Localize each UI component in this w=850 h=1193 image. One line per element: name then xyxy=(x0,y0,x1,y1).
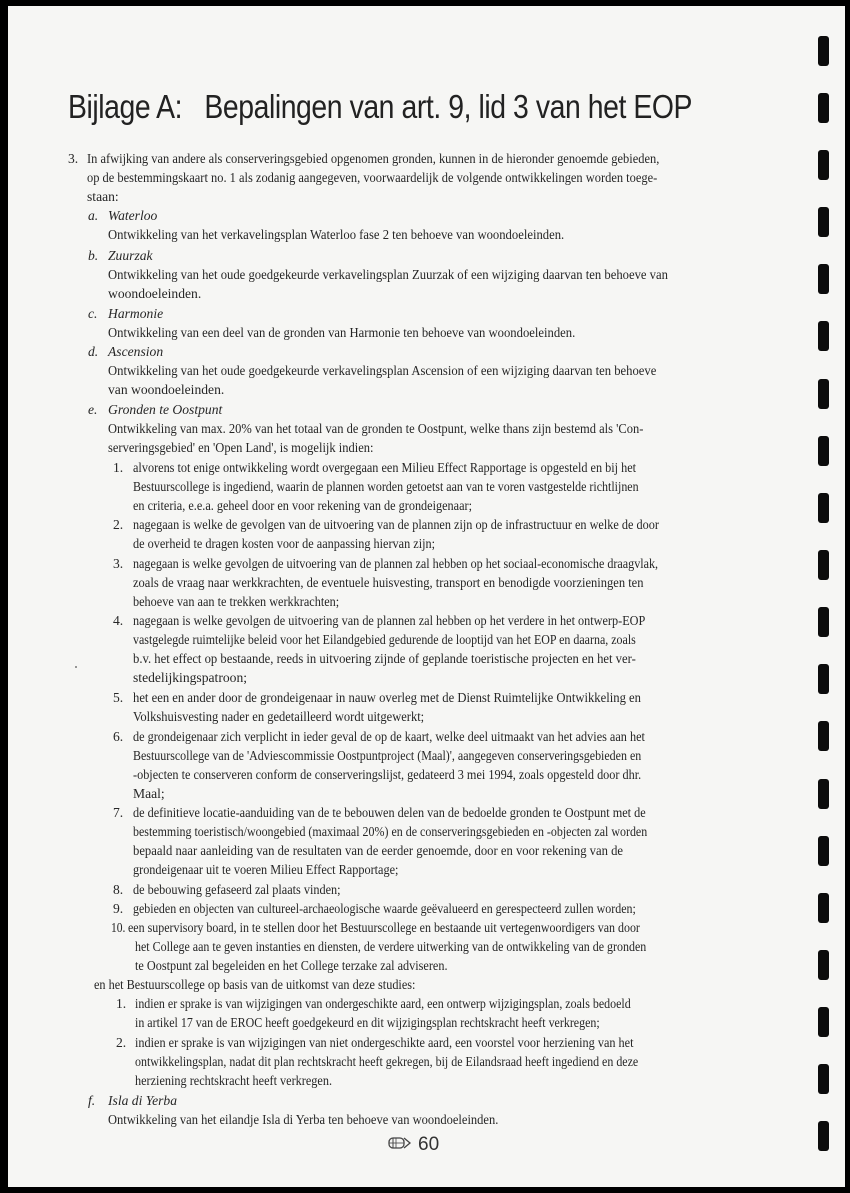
area-text: Ontwikkeling van het verkavelingsplan Waterloo fase 2 ten behoeve van woondoeleinden. xyxy=(108,227,565,242)
pencil-icon xyxy=(388,1134,412,1156)
binding-hole xyxy=(818,1007,829,1037)
followup-text: indien er sprake is van wijzigingen van niet ondergeschikte aard, een voorstel voor herziening van het xyxy=(135,1035,634,1050)
binding-hole xyxy=(818,779,829,809)
binding-hole xyxy=(818,950,829,980)
condition-text: het College aan te geven instanties en diensten, de verdere uitwerking van de ontwikkeling van de gronden xyxy=(135,939,647,954)
condition-text: nagegaan is welke gevolgen de uitvoering van de plannen zal hebben op het sociaal-economische draagvlak, xyxy=(133,556,659,571)
condition-number: 10. xyxy=(111,920,126,935)
condition-text: grondeigenaar uit te voeren Milieu Effect Rapportage; xyxy=(133,862,399,877)
condition-number: 6. xyxy=(113,729,124,744)
binding-hole xyxy=(818,150,829,180)
condition-number: 1. xyxy=(113,460,124,475)
area-letter: d. xyxy=(88,344,99,359)
condition-number: 3. xyxy=(113,556,124,571)
condition-text: en criteria, e.e.a. geheel door en voor rekening van de grondeigenaar; xyxy=(133,498,473,513)
binding-hole xyxy=(818,550,829,580)
followup-intro: en het Bestuurscollege op basis van de uitkomst van deze studies: xyxy=(94,977,416,992)
binding-hole xyxy=(818,93,829,123)
condition-text: bestemming toeristisch/woongebied (maximaal 20%) en de conserveringsgebieden en -objecten zal worden xyxy=(133,824,648,839)
condition-text: Volkshuisvesting nader en gedetailleerd wordt uitgewerkt; xyxy=(133,709,425,724)
condition-text: de overheid te dragen kosten voor de aanpassing hiervan zijn; xyxy=(133,536,436,551)
condition-text: nagegaan is welke de gevolgen van de uitvoering van de plannen zijn op de infrastructuur en welke de door xyxy=(133,517,659,532)
area-text: Ontwikkeling van het oude goedgekeurde verkavelingsplan Ascension of een wijziging daarvan ten behoeve xyxy=(108,363,657,378)
binding-hole xyxy=(818,379,829,409)
binding-hole xyxy=(818,493,829,523)
binding-hole xyxy=(818,607,829,637)
binding-hole xyxy=(818,664,829,694)
condition-number: 7. xyxy=(113,805,124,820)
followup-number: 1. xyxy=(116,996,127,1011)
condition-text: b.v. het effect op bestaande, reeds in uitvoering zijnde of geplande toeristische projecten en het ver- xyxy=(133,651,636,666)
area-text: van woondoeleinden. xyxy=(108,382,225,397)
binding-hole xyxy=(818,1121,829,1151)
intro-line: op de bestemmingskaart no. 1 als zodanig aangegeven, voorwaardelijk de volgende ontwikkelingen worden toege- xyxy=(87,170,658,185)
binding-hole xyxy=(818,264,829,294)
area-text: Ontwikkeling van het oude goedgekeurde verkavelingsplan Zuurzak of een wijziging daarvan ten behoeve van xyxy=(108,267,668,282)
area-letter: e. xyxy=(88,402,98,417)
area-heading: Ascension xyxy=(108,344,164,359)
area-heading: Waterloo xyxy=(108,208,158,223)
condition-text: nagegaan is welke gevolgen de uitvoering van de plannen zal hebben op het verdere in het ontwerp-EOP xyxy=(133,613,646,628)
binding-hole xyxy=(818,436,829,466)
title-prefix: Bijlage A: xyxy=(68,88,183,125)
area-text: Ontwikkeling van het eilandje Isla di Yerba ten behoeve van woondoeleinden. xyxy=(108,1112,499,1127)
condition-text: Bestuurscollege is ingediend, waarin de plannen worden getoetst aan van te voren vastgestelde richtlijnen xyxy=(133,479,639,494)
condition-text: de grondeigenaar zich verplicht in ieder geval de op de kaart, welke deel uitmaakt van het advies aan het xyxy=(133,729,645,744)
condition-text: bepaald naar aanleiding van de resultaten van de eerder genoemde, door en voor rekening van de xyxy=(133,843,624,858)
page-title xyxy=(68,88,692,126)
binding-hole xyxy=(818,721,829,751)
area-heading: Harmonie xyxy=(108,306,164,321)
area-heading: Gronden te Oostpunt xyxy=(108,402,223,417)
area-letter: b. xyxy=(88,248,99,263)
condition-text: stedelijkingspatroon; xyxy=(133,670,248,685)
followup-text: indien er sprake is van wijzigingen van ondergeschikte aard, een ontwerp wijzigingsplan, zoals bedoeld xyxy=(135,996,631,1011)
condition-number: 8. xyxy=(113,882,124,897)
area-text: Ontwikkeling van een deel van de gronden van Harmonie ten behoeve van woondoeleinden. xyxy=(108,325,576,340)
intro-number: 3. xyxy=(68,151,79,166)
condition-text: de definitieve locatie-aanduiding van de te bebouwen delen van de bedoelde gronden te Oostpunt met de xyxy=(133,805,646,820)
condition-text: het een en ander door de grondeigenaar in nauw overleg met de Dienst Ruimtelijke Ontwikkeling en xyxy=(133,690,641,705)
condition-text: zoals de vraag naar werkkrachten, de eventuele huisvesting, transport en benodigde voorzieningen ten xyxy=(133,575,644,590)
condition-number: 9. xyxy=(113,901,124,916)
scan-speck xyxy=(75,666,77,668)
condition-text: vastgelegde ruimtelijke beleid voor het Eilandgebied gedurende de looptijd van het EOP en daarna, zoals xyxy=(133,632,636,647)
condition-text: gebieden en objecten van cultureel-archaeologische waarde geëvalueerd en gerespecteerd zullen worden; xyxy=(133,901,636,916)
condition-number: 5. xyxy=(113,690,124,705)
area-text: woondoeleinden. xyxy=(108,286,202,301)
followup-text: herziening rechtskracht heeft verkregen. xyxy=(135,1073,333,1088)
area-text: Ontwikkeling van max. 20% van het totaal van de gronden te Oostpunt, welke thans zijn bestemd als 'Con- xyxy=(108,421,644,436)
area-letter: c. xyxy=(88,306,98,321)
condition-text: een supervisory board, in te stellen door het Bestuurscollege en bestaande uit vertegenwoordigers van door xyxy=(128,920,640,935)
area-text: serveringsgebied' en 'Open Land', is mogelijk indien: xyxy=(108,440,374,455)
binding-hole xyxy=(818,1064,829,1094)
condition-text: Maal; xyxy=(133,786,165,801)
title-text: Bepalingen van art. 9, lid 3 van het EOP xyxy=(204,88,693,125)
area-heading: Isla di Yerba xyxy=(108,1093,177,1108)
intro-line: In afwijking van andere als conserveringsgebied opgenomen gronden, kunnen in de hieronder genoemde gebieden, xyxy=(87,151,660,166)
area-heading: Zuurzak xyxy=(108,248,153,263)
condition-text: Bestuurscollege van de 'Adviescommissie Oostpuntproject (Maal)', aangegeven conserveringsgebieden en xyxy=(133,748,642,763)
condition-number: 4. xyxy=(113,613,124,628)
condition-text: -objecten te conserveren conform de conserveringslijst, gedateerd 3 mei 1994, zoals opgesteld door dhr. xyxy=(133,767,642,782)
followup-number: 2. xyxy=(116,1035,127,1050)
condition-number: 2. xyxy=(113,517,124,532)
intro-line: staan: xyxy=(87,189,119,204)
area-letter: f. xyxy=(88,1093,96,1108)
area-letter: a. xyxy=(88,208,99,223)
binding-hole xyxy=(818,893,829,923)
page-number: 60 xyxy=(418,1134,440,1155)
followup-text: ontwikkelingsplan, nadat dit plan rechtskracht heeft gekregen, bij de Eilandsraad heeft ingediend en deze xyxy=(135,1054,639,1069)
condition-text: de bebouwing gefaseerd zal plaats vinden; xyxy=(133,882,341,897)
binding-hole xyxy=(818,207,829,237)
condition-text: te Oostpunt zal begeleiden en het College terzake zal adviseren. xyxy=(135,958,448,973)
binding-hole xyxy=(818,321,829,351)
binding-hole xyxy=(818,836,829,866)
binding-hole xyxy=(818,36,829,66)
condition-text: alvorens tot enige ontwikkeling wordt overgegaan een Milieu Effect Rapportage is opgesteld en bij het xyxy=(133,460,637,475)
document-page xyxy=(8,6,845,1187)
page-footer xyxy=(388,1134,439,1156)
condition-text: behoeve van aan te trekken werkkrachten; xyxy=(133,594,340,609)
followup-text: in artikel 17 van de EROC heeft goedgekeurd en dit wijzigingsplan rechtskracht heeft verkregen; xyxy=(135,1015,600,1030)
